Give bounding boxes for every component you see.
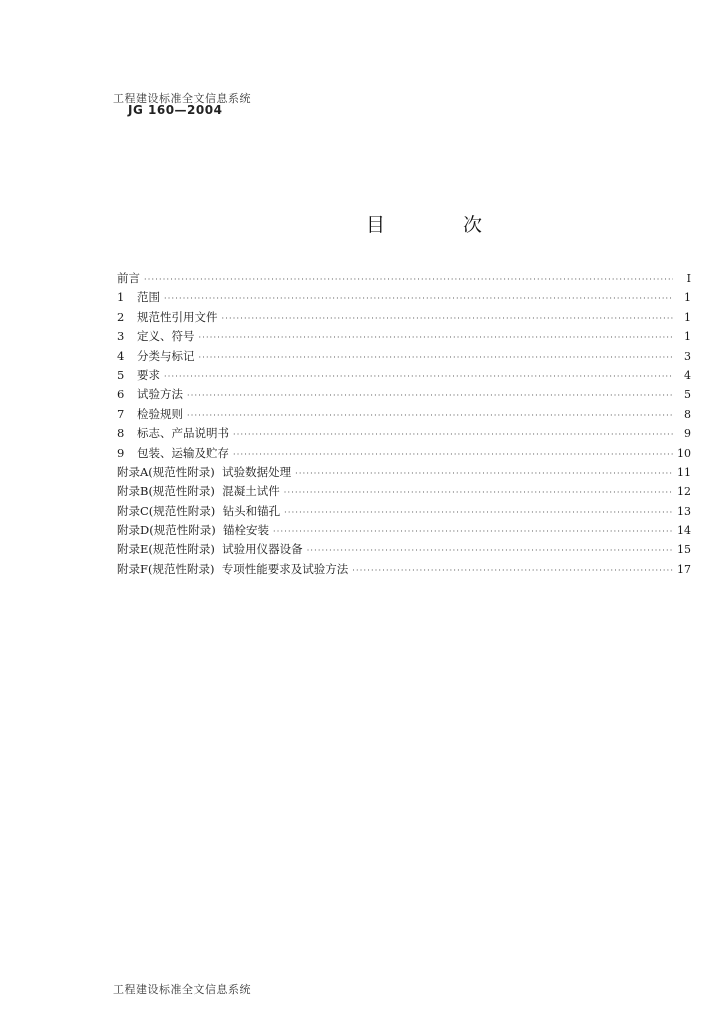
toc-dot-leader	[233, 425, 673, 444]
toc-dot-leader	[199, 348, 674, 367]
toc-entry-text: 附录C(规范性附录) 钻头和锚孔	[117, 503, 281, 518]
toc-entry-label	[117, 405, 187, 424]
toc-entry-label	[117, 444, 233, 463]
toc-entry-page: 8	[684, 407, 691, 421]
toc-entry[interactable]	[117, 385, 691, 404]
toc-dot-leader	[144, 270, 673, 289]
toc-entry-number: 8	[117, 426, 125, 441]
toc-entry-number: 1	[117, 290, 125, 305]
toc-entry-number: 2	[117, 309, 125, 324]
toc-entry-text: 定义、符号	[137, 329, 195, 344]
toc-entry[interactable]	[117, 424, 691, 443]
toc-entry-page: 1	[684, 291, 691, 305]
toc-dot-leader	[307, 541, 673, 560]
toc-entry[interactable]	[117, 366, 691, 385]
toc-entry-page: I	[686, 272, 691, 285]
toc-entry[interactable]	[117, 502, 691, 521]
toc-dot-leader	[284, 483, 673, 502]
toc-entry-number: 9	[117, 445, 125, 460]
toc-entry-label	[117, 521, 273, 540]
toc-entry-label	[117, 269, 144, 288]
toc-dot-leader	[199, 328, 674, 347]
toc-entry[interactable]	[117, 288, 691, 307]
toc-entry-text: 附录F(规范性附录) 专项性能要求及试验方法	[117, 561, 349, 576]
toc-entry-label	[117, 385, 187, 404]
toc-entry-text: 附录D(规范性附录) 锚栓安装	[117, 523, 270, 538]
toc-entry-number: 4	[117, 348, 125, 363]
toc-entry-text: 规范性引用文件	[137, 309, 218, 324]
toc-entry[interactable]	[117, 540, 691, 559]
toc-entry-page: 5	[684, 388, 691, 402]
toc-entry-page: 12	[677, 485, 691, 499]
toc-entry-page: 14	[677, 524, 691, 538]
toc-dot-leader	[352, 561, 673, 580]
standard-code: JG 160—2004	[128, 103, 223, 117]
toc-entry-page: 9	[684, 427, 691, 441]
toc-entry-text: 分类与标记	[137, 348, 195, 363]
header-system-name: 工程建设标准全文信息系统	[113, 92, 251, 105]
toc-entry[interactable]	[117, 444, 691, 463]
toc-entry-page: 1	[684, 310, 691, 324]
toc-dot-leader	[164, 289, 673, 308]
toc-entry-text: 标志、产品说明书	[137, 426, 229, 441]
toc-dot-leader	[222, 309, 674, 328]
toc-entry-number: 6	[117, 387, 125, 402]
footer-system-name: 工程建设标准全文信息系统	[113, 983, 251, 996]
toc-title: 目 次	[366, 214, 519, 236]
toc-entry[interactable]	[117, 347, 691, 366]
toc-entry-label	[117, 327, 199, 346]
toc-entry-text: 检验规则	[137, 406, 183, 421]
toc-entry-label	[117, 560, 352, 579]
toc-entry[interactable]	[117, 308, 691, 327]
toc-entry-text: 要求	[137, 367, 160, 382]
toc-dot-leader	[187, 386, 673, 405]
toc-entry-page: 3	[684, 349, 691, 363]
toc-dot-leader	[233, 445, 673, 464]
toc-entry-number: 3	[117, 329, 125, 344]
toc-dot-leader	[295, 464, 673, 483]
toc-entry[interactable]	[117, 405, 691, 424]
toc-entry[interactable]	[117, 327, 691, 346]
toc-dot-leader	[164, 367, 673, 386]
toc-dot-leader	[284, 503, 673, 522]
toc-entry-label	[117, 308, 222, 327]
toc-entry-page: 11	[677, 465, 691, 479]
toc-entry[interactable]	[117, 482, 691, 501]
table-of-contents	[117, 269, 691, 579]
toc-entry-label	[117, 482, 284, 501]
toc-entry[interactable]	[117, 269, 691, 288]
toc-entry-text: 附录B(规范性附录) 混凝土试件	[117, 484, 280, 499]
toc-entry-page: 4	[684, 368, 691, 382]
toc-entry-page: 15	[677, 543, 691, 557]
toc-entry-number: 7	[117, 406, 125, 421]
toc-entry-page: 10	[677, 446, 691, 460]
toc-entry[interactable]	[117, 521, 691, 540]
toc-entry-label	[117, 424, 233, 443]
toc-entry-label	[117, 288, 164, 307]
toc-entry-text: 前言	[117, 271, 140, 285]
toc-entry-label	[117, 366, 164, 385]
toc-entry-label	[117, 347, 199, 366]
toc-entry-number: 5	[117, 367, 125, 382]
toc-entry-label	[117, 502, 284, 521]
toc-entry[interactable]	[117, 560, 691, 579]
toc-entry-page: 1	[684, 330, 691, 344]
toc-dot-leader	[187, 406, 673, 425]
toc-entry-label	[117, 540, 307, 559]
toc-entry-text: 试验方法	[137, 387, 183, 402]
toc-entry-text: 范围	[137, 290, 160, 305]
toc-entry-page: 17	[677, 562, 691, 576]
toc-entry-page: 13	[677, 504, 691, 518]
toc-entry-text: 包装、运输及贮存	[137, 445, 229, 460]
toc-entry-label	[117, 463, 295, 482]
toc-dot-leader	[273, 522, 673, 541]
toc-entry[interactable]	[117, 463, 691, 482]
toc-entry-text: 附录E(规范性附录) 试验用仪器设备	[117, 542, 303, 557]
toc-entry-text: 附录A(规范性附录) 试验数据处理	[117, 464, 292, 479]
